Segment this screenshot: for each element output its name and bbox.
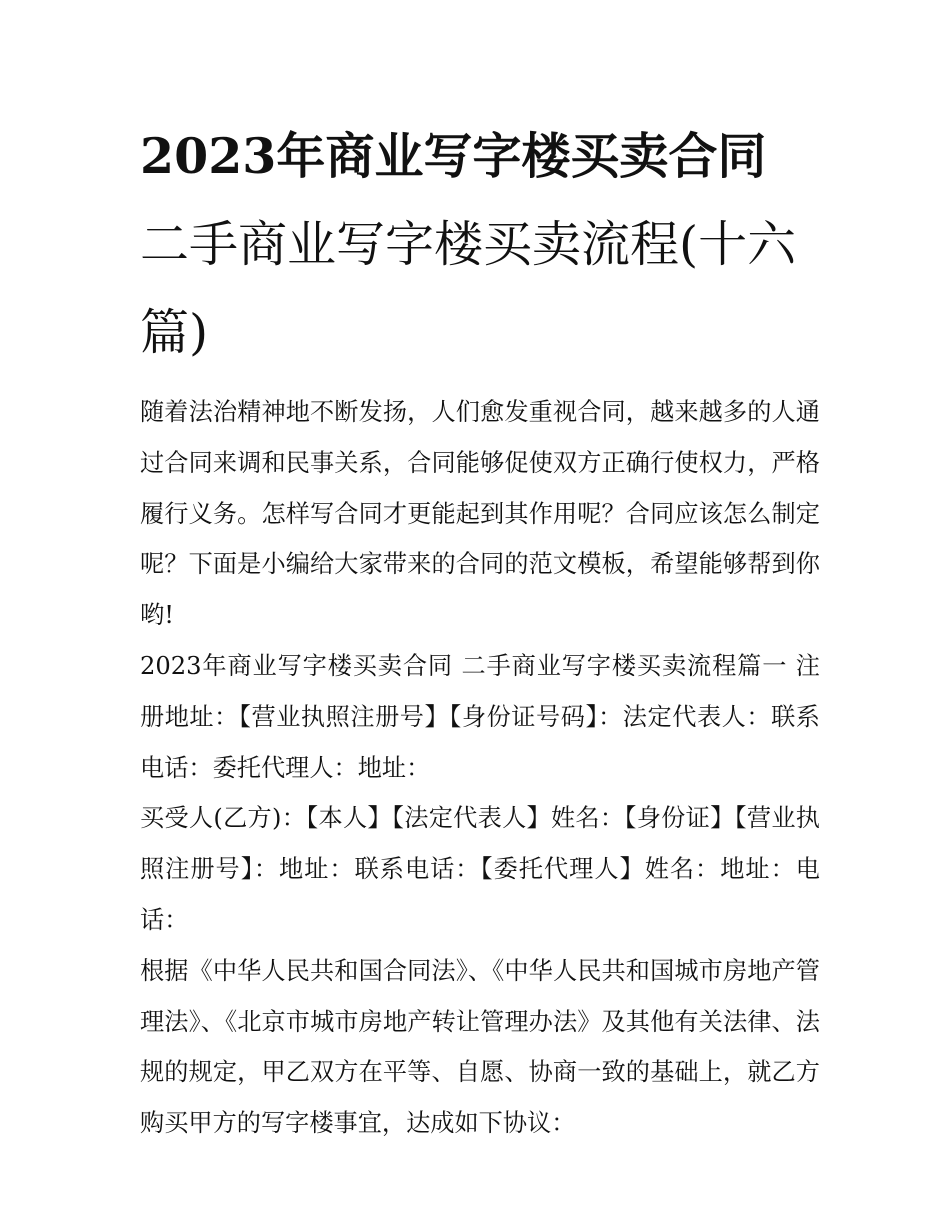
document-title (140, 112, 820, 377)
legal-basis-paragraph: 根据《中华人民共和国合同法》、《中华人民共和国城市房地产管理法》、《北京市城市房地产转让管理办法》及其他有关法律、法规的规定，甲乙双方在平等、自愿、协商一致的基础上，就乙方购买甲方的写字楼事宜，达成如下协议： (140, 956, 820, 1138)
document-body (140, 387, 820, 1149)
title-line-2: 二手商业写字楼买卖流程(十六篇) (140, 216, 797, 361)
title-year: 2023 (140, 127, 277, 185)
seller-info-paragraph: 2023年商业写字楼买卖合同 二手商业写字楼买卖流程篇一 注册地址：【营业执照注册号】【身份证号码】：法定代表人：联系电话：委托代理人：地址： (140, 651, 820, 782)
title-line-1 (140, 112, 820, 201)
buyer-info-paragraph: 买受人(乙方)：【本人】【法定代表人】姓名：【身份证】【营业执照注册号】：地址：联系电话：【委托代理人】姓名：地址：电话： (140, 804, 820, 934)
intro-paragraph: 随着法治精神地不断发扬，人们愈发重视合同，越来越多的人通过合同来调和民事关系，合同能够促使双方正确行使权力，严格履行义务。怎样写合同才更能起到其作用呢？合同应该怎么制定呢？下面是小编给大家带来的合同的范文模板，希望能够帮到你哟! (140, 398, 820, 630)
document-content (140, 112, 820, 1149)
title-line-1-text: 年商业写字楼买卖合同 (276, 127, 767, 185)
